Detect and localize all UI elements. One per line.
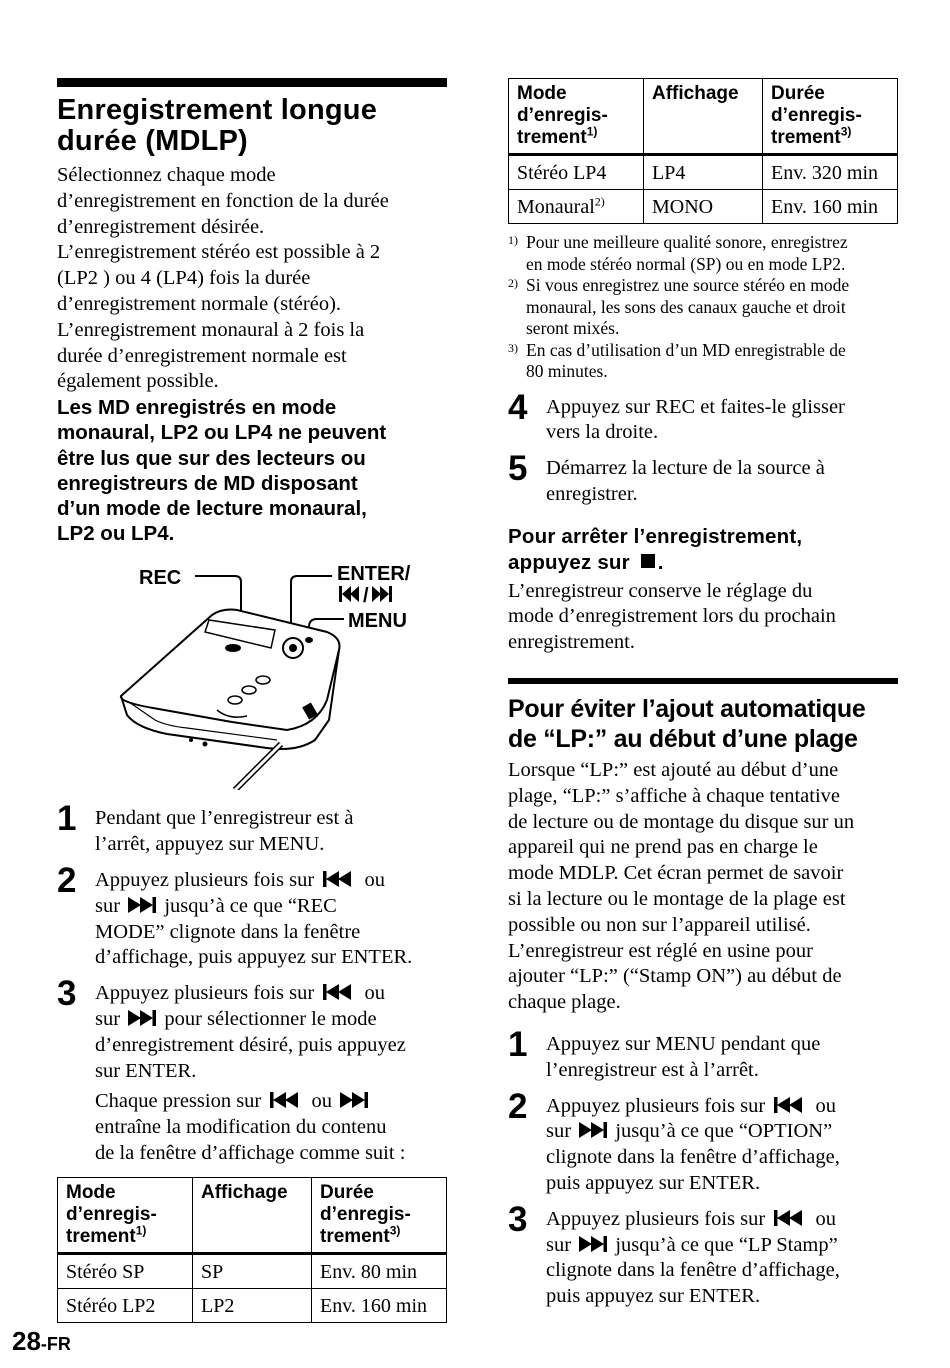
text-line: durée d’enregistrement normale est xyxy=(57,344,347,367)
table-header xyxy=(509,79,644,155)
table-row xyxy=(509,190,898,224)
header-line: d’enregis- xyxy=(517,105,608,126)
page-number-value: 28 xyxy=(12,1326,41,1356)
step-3 xyxy=(57,974,447,1167)
text-segment: jusqu’à ce que “LP Stamp” xyxy=(615,1233,838,1256)
step-3 xyxy=(508,1199,898,1310)
text-line: seront mixés. xyxy=(526,318,620,338)
text-line: monaural, LP2 ou LP4 ne peuvent xyxy=(57,421,387,445)
header-line: Mode xyxy=(66,1181,116,1203)
text-line: vers la droite. xyxy=(546,421,659,444)
table-cell: Stéréo LP4 xyxy=(509,155,644,190)
header-line: Durée xyxy=(320,1181,374,1203)
press-note xyxy=(95,1089,447,1166)
footnote xyxy=(508,340,898,383)
header-line: trement xyxy=(517,127,587,148)
text-line: d’enregistrement désirée. xyxy=(57,215,265,238)
step-4 xyxy=(508,387,898,447)
text-line: d’affichage, puis appuyez sur ENTER. xyxy=(95,946,413,969)
previous-track-icon xyxy=(266,1091,306,1109)
text-line: mode d’enregistrement lors du prochain xyxy=(508,605,836,628)
heading-line: Pour éviter l’ajout automatique xyxy=(508,695,866,724)
text-line: Appuyez sur MENU pendant que xyxy=(546,1033,821,1056)
text-line: d’enregistrement désiré, puis appuyez xyxy=(95,1033,406,1056)
step-2 xyxy=(508,1086,898,1197)
text-line: En cas d’utilisation d’un MD enregistrable de xyxy=(526,339,846,360)
text-line: clignote dans la fenêtre d’affichage, xyxy=(546,1146,840,1169)
footnote-mark: 2) xyxy=(508,276,518,290)
table-header-row xyxy=(509,79,898,155)
text-segment: jusqu’à ce que “REC xyxy=(164,894,337,917)
text-line: enregistrer. xyxy=(546,482,638,505)
text-segment: sur xyxy=(546,1120,572,1143)
next-track-icon xyxy=(576,1235,610,1253)
text-line: puis appuyez sur ENTER. xyxy=(546,1285,761,1308)
recording-modes-table-continued xyxy=(508,78,898,224)
steps-list xyxy=(508,387,898,508)
text-line: Démarrez la lecture de la source à xyxy=(546,457,825,480)
enter-label: ENTER/ xyxy=(337,563,411,586)
text-line: en mode stéréo normal (SP) ou en mode LP2. xyxy=(526,253,846,274)
section-paragraph xyxy=(508,758,898,1016)
text-line: de la fenêtre d’affichage comme suit : xyxy=(95,1141,406,1164)
page-number-suffix: -FR xyxy=(40,1334,71,1354)
steps-list xyxy=(57,799,447,1166)
previous-track-icon xyxy=(770,1096,810,1114)
heading-line: de “LP:” au début d’une plage xyxy=(508,725,858,754)
text-line: Lorsque “LP:” est ajouté au début d’une xyxy=(508,759,839,782)
step-number: 1 xyxy=(57,799,77,839)
table-cell: Env. 80 min xyxy=(312,1253,447,1288)
text-line: possible ou non sur l’appareil utilisé. xyxy=(508,913,811,936)
step-2 xyxy=(57,860,447,971)
text-line: monaural, les sons des canaux gauche et droit xyxy=(526,296,846,317)
svg-text:/: / xyxy=(363,585,369,608)
text-segment: sur xyxy=(546,1233,572,1256)
text-line: d’enregistrement en fonction de la durée xyxy=(57,189,389,212)
footnote-mark: 1) xyxy=(586,124,598,139)
text-line: L’enregistrement stéréo est possible à 2 xyxy=(57,241,381,264)
text-segment: Appuyez plusieurs fois sur xyxy=(95,982,315,1005)
text-line: LP2 ou LP4. xyxy=(57,522,175,546)
table-row xyxy=(509,155,898,190)
table-header: Affichage xyxy=(644,79,763,155)
previous-track-icon xyxy=(319,870,359,888)
prev-next-icon xyxy=(339,585,392,607)
header-line: trement xyxy=(66,1225,136,1247)
text-segment: Chaque pression sur xyxy=(95,1090,262,1113)
section-rule xyxy=(508,678,898,684)
section-heading xyxy=(508,694,898,754)
text-line: Sélectionnez chaque mode xyxy=(57,164,276,186)
section-rule xyxy=(57,78,447,87)
text-line: Les MD enregistrés en mode xyxy=(57,396,337,420)
warning-paragraph xyxy=(57,395,447,546)
text-line: 80 minutes. xyxy=(526,361,608,381)
footnotes xyxy=(508,232,898,383)
text-line: MODE” clignote dans la fenêtre xyxy=(95,920,361,943)
text-segment: ou xyxy=(815,1207,836,1230)
step-number: 3 xyxy=(57,974,77,1014)
table-cell: SP xyxy=(193,1253,312,1288)
previous-track-icon xyxy=(770,1209,810,1227)
text-line: mode MDLP. Cet écran permet de savoir xyxy=(508,862,844,885)
text-line: chaque plage. xyxy=(508,991,621,1014)
header-line: Durée xyxy=(771,83,825,104)
step-number: 2 xyxy=(57,860,77,900)
table-cell: Env. 160 min xyxy=(763,190,898,224)
text-line: l’enregistreur est à l’arrêt. xyxy=(546,1058,759,1081)
menu-label: MENU xyxy=(348,610,407,633)
previous-track-icon xyxy=(319,983,359,1001)
text-line: plage, “LP:” s’affiche à chaque tentative xyxy=(508,784,841,807)
text-line: Si vous enregistrez une source stéréo en mode xyxy=(526,275,850,295)
table-header xyxy=(763,79,898,155)
next-track-icon xyxy=(125,1009,159,1027)
heading-line: Pour arrêter l’enregistrement, xyxy=(508,524,803,548)
stop-icon xyxy=(636,552,658,570)
section-heading: Enregistrement longue durée (MDLP) xyxy=(57,94,378,157)
footnote-mark: 3) xyxy=(840,124,852,139)
table-row xyxy=(58,1253,447,1288)
text-segment: ou xyxy=(364,868,385,891)
text-line: L’enregistreur conserve le réglage du xyxy=(508,579,813,602)
header-line: trement xyxy=(320,1225,390,1247)
left-column xyxy=(57,78,447,1323)
header-line: Mode xyxy=(517,83,567,104)
text-segment: Appuyez plusieurs fois sur xyxy=(95,868,315,891)
text-line: enregistreurs de MD disposant xyxy=(57,471,358,495)
next-track-icon xyxy=(125,896,159,914)
header-line: d’enregis- xyxy=(66,1203,157,1225)
next-track-icon xyxy=(576,1121,610,1139)
text-line: entraîne la modification du contenu xyxy=(95,1116,387,1139)
table-cell: Env. 160 min xyxy=(312,1288,447,1322)
step-number: 3 xyxy=(508,1199,528,1239)
table-cell: Stéréo LP2 xyxy=(58,1288,193,1322)
text-line: Appuyez sur REC et faites-le glisser xyxy=(546,395,845,418)
text-segment: ou xyxy=(364,982,385,1005)
table-cell xyxy=(509,190,644,224)
rec-label: REC xyxy=(139,567,182,590)
text-line: Pendant que l’enregistreur est à xyxy=(95,807,354,830)
text-line: puis appuyez sur ENTER. xyxy=(546,1172,761,1195)
text-line: être lus que sur des lecteurs ou xyxy=(57,446,366,470)
text-line: L’enregistreur est réglé en usine pour xyxy=(508,939,813,962)
step-number: 2 xyxy=(508,1086,528,1126)
text-segment: ou xyxy=(815,1094,836,1117)
text-segment: sur xyxy=(95,1007,121,1030)
step-number: 4 xyxy=(508,387,528,427)
footnote-mark: 1) xyxy=(508,233,518,247)
table-header: Affichage xyxy=(193,1177,312,1253)
text-segment: jusqu’à ce que “OPTION” xyxy=(615,1120,833,1143)
page-number xyxy=(12,1327,71,1358)
text-line: appareil qui ne prend pas en charge le xyxy=(508,836,818,859)
cell-text: Monaural xyxy=(517,196,595,218)
step-1 xyxy=(508,1025,898,1084)
intro-paragraph xyxy=(57,163,447,395)
header-line: d’enregis- xyxy=(320,1203,411,1225)
footnote-mark: 2) xyxy=(594,194,605,209)
steps-list xyxy=(508,1025,898,1310)
table-header-row xyxy=(58,1177,447,1253)
footnote xyxy=(508,232,898,275)
text-line: L’enregistrement monaural à 2 fois la xyxy=(57,318,365,341)
text-segment: ou xyxy=(311,1090,333,1113)
text-line: ajouter “LP:” (“Stamp ON”) au début de xyxy=(508,965,842,988)
step-number: 1 xyxy=(508,1025,528,1065)
table-row xyxy=(58,1288,447,1322)
text-segment: pour sélectionner le mode xyxy=(164,1007,377,1030)
text-segment: sur xyxy=(95,894,121,917)
text-line: Pour une meilleure qualité sonore, enregistrez xyxy=(526,232,848,252)
text-line: enregistrement. xyxy=(508,631,635,654)
step-number: 5 xyxy=(508,449,528,489)
table-header xyxy=(58,1177,193,1253)
step-1 xyxy=(57,799,447,858)
table-cell: LP2 xyxy=(193,1288,312,1322)
text-line: clignote dans la fenêtre d’affichage, xyxy=(546,1259,840,1282)
text-line: d’un mode de lecture monaural, xyxy=(57,496,367,520)
step-5 xyxy=(508,449,898,508)
text-line: de lecture ou de montage du disque sur un xyxy=(508,810,855,833)
md-recorder-illustration xyxy=(57,550,447,790)
stop-paragraph xyxy=(508,579,898,656)
table-cell: Stéréo SP xyxy=(58,1253,193,1288)
recording-modes-table xyxy=(57,1177,447,1323)
next-track-icon xyxy=(337,1091,371,1109)
table-cell: MONO xyxy=(644,190,763,224)
table-cell: LP4 xyxy=(644,155,763,190)
footnote-mark: 1) xyxy=(135,1223,147,1238)
text-line: l’arrêt, appuyez sur MENU. xyxy=(95,833,325,856)
text-line: sur ENTER. xyxy=(95,1059,197,1082)
heading-line: appuyez sur xyxy=(508,550,630,574)
table-cell: Env. 320 min xyxy=(763,155,898,190)
table-header xyxy=(312,1177,447,1253)
footnote-mark: 3) xyxy=(508,340,518,355)
header-line: trement xyxy=(771,127,841,148)
text-segment: Appuyez plusieurs fois sur xyxy=(546,1094,766,1117)
text-segment: Appuyez plusieurs fois sur xyxy=(546,1207,766,1230)
footnote xyxy=(508,275,898,340)
text-line: (LP2 ) ou 4 (LP4) fois la durée xyxy=(57,267,311,290)
header-line: d’enregis- xyxy=(771,105,862,126)
text-line: d’enregistrement normale (stéréo). xyxy=(57,292,342,315)
stop-heading: Pour arrêter l’enregistrement, appuyez sur . xyxy=(508,524,898,576)
text-line: si la lecture ou le montage de la plage est xyxy=(508,888,846,911)
text-line: également possible. xyxy=(57,370,219,393)
footnote-mark: 3) xyxy=(389,1223,401,1238)
right-column xyxy=(508,78,898,1310)
